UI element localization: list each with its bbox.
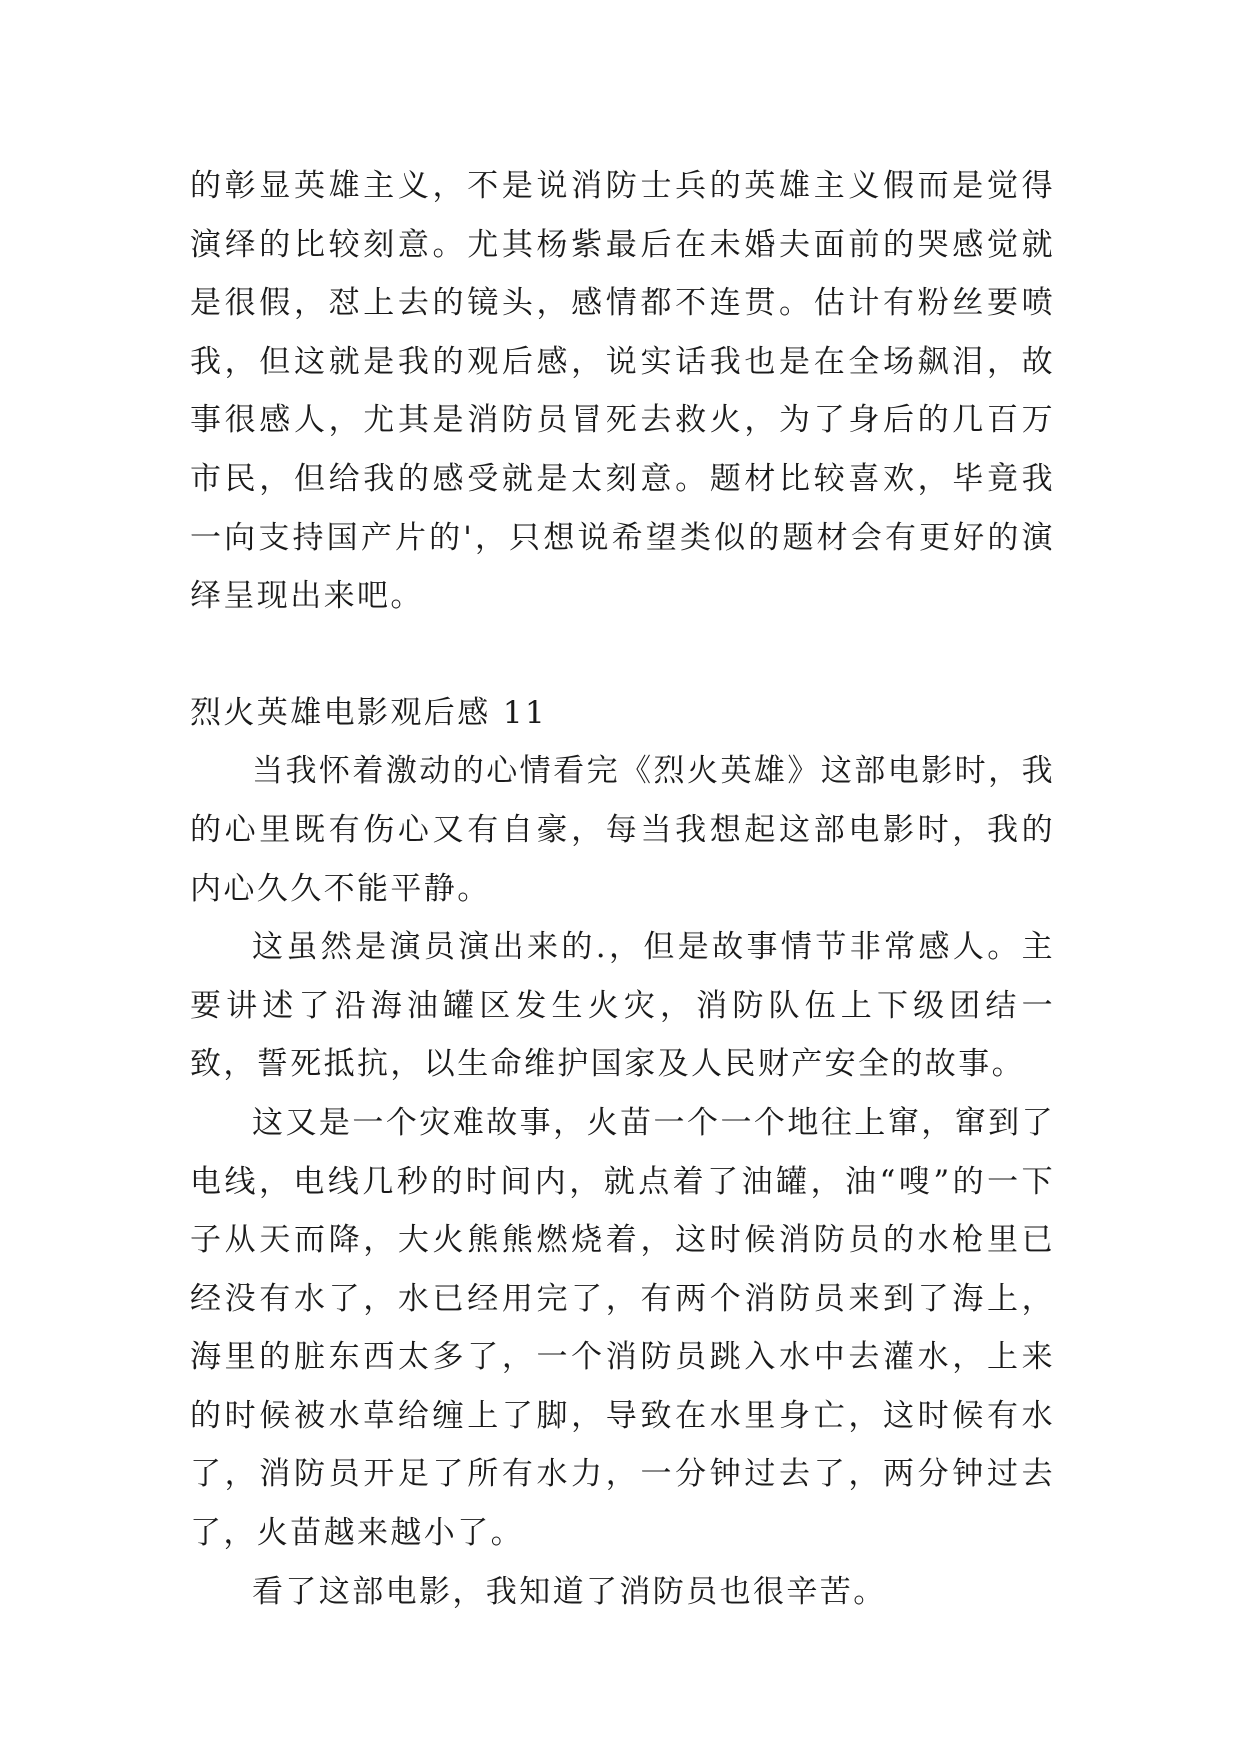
section-gap xyxy=(190,626,1055,684)
continuation-paragraph: 的彰显英雄主义，不是说消防士兵的英雄主义假而是觉得演绎的比较刻意。尤其杨紫最后在未婚夫面前的哭感觉就是很假，怼上去的镜头，感情都不连贯。估计有粉丝要喷我，但这就是我的观后感，说实话我也是在全场飙泪，故事很感人，尤其是消防员冒死去救火，为了身后的几百万市民，但给我的感受就是太刻意。题材比较喜欢，毕竟我一向支持国产片的'，只想说希望类似的题材会有更好的演绎呈现出来吧。 xyxy=(190,168,1055,615)
section-title: 烈火英雄电影观后感 11 xyxy=(190,694,548,731)
paragraph-3: 这又是一个灾难故事，火苗一个一个地往上窜，窜到了电线，电线几秒的时间内，就点着了油罐，油“嗖”的一下子从天而降，大火熊熊燃烧着，这时候消防员的水枪里已经没有水了，水已经用完了，有两个消防员来到了海上，海里的脏东西太多了，一个消防员跳入水中去灌水，上来的时候被水草给缠上了脚，导致在水里身亡，这时候有水了，消防员开足了所有水力，一分钟过去了，两分钟过去了，火苗越来越小了。 xyxy=(190,1104,1055,1552)
paragraph-4: 看了这部电影，我知道了消防员也很辛苦。 xyxy=(252,1573,887,1610)
paragraph-2: 这虽然是演员演出来的.，但是故事情节非常感人。主要讲述了沿海油罐区发生火灾，消防队伍上下级团结一致，誓死抵抗，以生命维护国家及人民财产安全的故事。 xyxy=(190,929,1055,1083)
paragraph-1: 当我怀着激动的心情看完《烈火英雄》这部电影时，我的心里既有伤心又有自豪，每当我想起这部电影时，我的内心久久不能平静。 xyxy=(190,753,1055,907)
document-body xyxy=(190,157,1055,1621)
